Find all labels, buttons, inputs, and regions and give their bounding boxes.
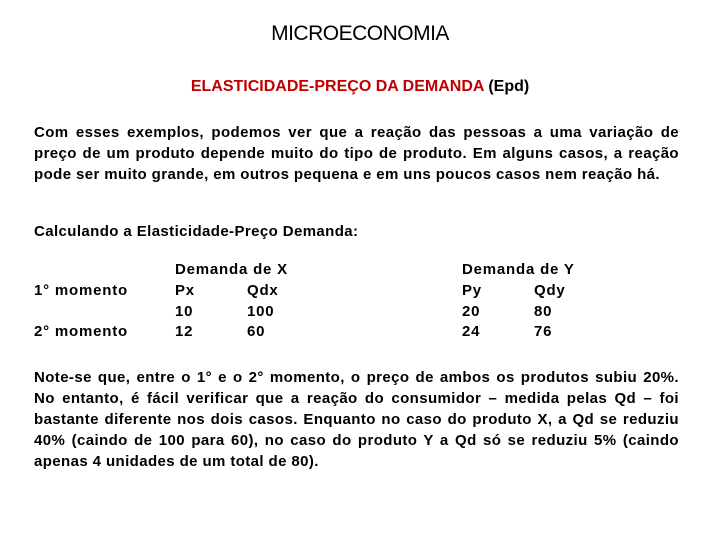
px-value-first: 10 <box>175 303 194 320</box>
py-value-first: 20 <box>462 303 481 320</box>
slide-title: MICROECONOMIA <box>271 22 449 45</box>
subtitle-abbreviation: (Epd) <box>488 78 530 95</box>
qdx-label: Qdx <box>247 282 279 299</box>
demand-x-header: Demanda de X <box>175 261 288 278</box>
intro-paragraph: Com esses exemplos, podemos ver que a reação das pessoas a uma variação de preço de um produto depende muito do tipo de produto. Em alguns casos, a reação pode ser muito grande, em outros pequena e em uns poucos casos nem reação há. <box>34 124 679 183</box>
px-value-second: 12 <box>175 323 194 340</box>
conclusion-paragraph: Note-se que, entre o 1° e o 2° momento, o preço de ambos os produtos subiu 20%. No entanto, é fácil verificar que a reação do consumidor – medida pelas Qd – foi bastante diferente nos dois casos. Enquanto no caso do produto X, a Qd se reduziu 40% (caindo de 100 para 60), no caso do produto Y a Qd só se reduziu 5% (caindo apenas 4 unidades de um total de 80). <box>34 369 679 470</box>
demand-y-header: Demanda de Y <box>462 261 575 278</box>
row-label-first-moment: 1° momento <box>34 282 129 299</box>
py-value-second: 24 <box>462 323 481 340</box>
qdy-label: Qdy <box>534 282 566 299</box>
px-label: Px <box>175 282 195 299</box>
section-heading: Calculando a Elasticidade-Preço Demanda: <box>34 223 359 240</box>
subtitle <box>0 78 720 96</box>
row-label-second-moment: 2° momento <box>34 323 129 340</box>
qdy-value-first: 80 <box>534 303 553 320</box>
py-label: Py <box>462 282 482 299</box>
qdx-value-first: 100 <box>247 303 275 320</box>
subtitle-main: ELASTICIDADE-PREÇO DA DEMANDA <box>190 78 484 95</box>
qdy-value-second: 76 <box>534 323 553 340</box>
qdx-value-second: 60 <box>247 323 266 340</box>
